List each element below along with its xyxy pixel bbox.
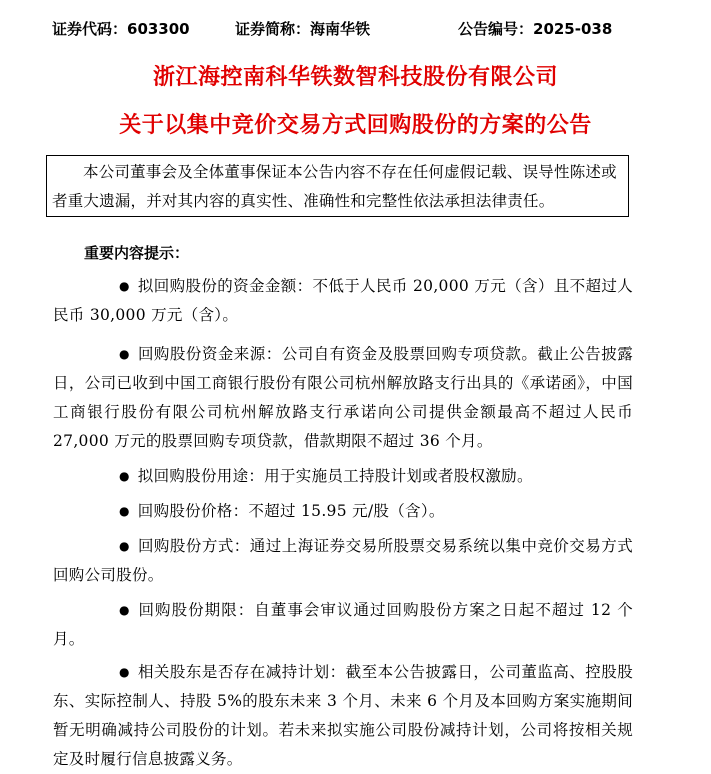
stock-name: 证券简称：海南华铁 [235,20,371,38]
announcement-header [52,18,612,42]
stock-code: 证券代码：603300 [52,20,190,38]
disclaimer-box: 本公司董事会及全体董事保证本公告内容不存在任何虚假记载、误导性陈述或者重大遗漏，并对其内容的真实性、准确性和完整性依法承担法律责任。 [46,155,629,217]
list-item-text: 拟回购股份用途：用于实施员工持股计划或者股权激励。 [137,467,533,485]
bullet-icon: ● [119,347,130,361]
list-item-text: 相关股东是否存在减持计划：截至本公告披露日，公司董监高、控股股东、实际控制人、持股 5%的股东未来 3 个月、未来 6 个月及本回购方案实施期间暂无明确减持公司股份的计划。若未来拟实施公司股份减持计划，公司将按相关规定及时履行信息披露义务。 [53,663,633,768]
list-item-text: 回购股份资金来源：公司自有资金及股票回购专项贷款。截止公告披露日，公司已收到中国工商银行股份有限公司杭州解放路支行出具的《承诺函》，中国工商银行股份有限公司杭州解放路支行承诺向公司提供金额最高不超过人民币 27,000 万元的股票回购专项贷款，借款期限不超过 36 个月。 [53,345,633,450]
bullet-icon: ● [119,279,130,293]
list-item [53,340,633,456]
list-item-text: 拟回购股份的资金金额：不低于人民币 20,000 万元（含）且不超过人民币 30,000 万元（含）。 [53,277,633,324]
bullet-icon: ● [119,539,130,553]
notice-number: 公告编号：2025-038 [458,20,613,38]
bullet-icon: ● [119,504,130,518]
list-item [53,497,633,526]
list-item-text: 回购股份期限：自董事会审议通过回购股份方案之日起不超过 12 个月。 [53,601,633,648]
bullet-icon: ● [119,603,130,617]
list-item-text: 回购股份价格：不超过 15.95 元/股（含）。 [137,502,445,520]
list-item-text: 回购股份方式：通过上海证券交易所股票交易系统以集中竞价交易方式回购公司股份。 [53,537,633,584]
list-item [53,462,633,491]
bullet-icon: ● [119,469,130,483]
list-item [53,532,633,590]
list-item [53,596,633,654]
list-item [53,272,633,330]
list-item [53,658,633,774]
section-heading: 重要内容提示： [84,244,190,262]
announcement-title: 关于以集中竞价交易方式回购股份的方案的公告 [119,113,592,138]
bullet-icon: ● [119,665,130,679]
key-points-list [53,272,633,774]
company-title: 浙江海控南科华铁数智科技股份有限公司 [152,65,558,90]
